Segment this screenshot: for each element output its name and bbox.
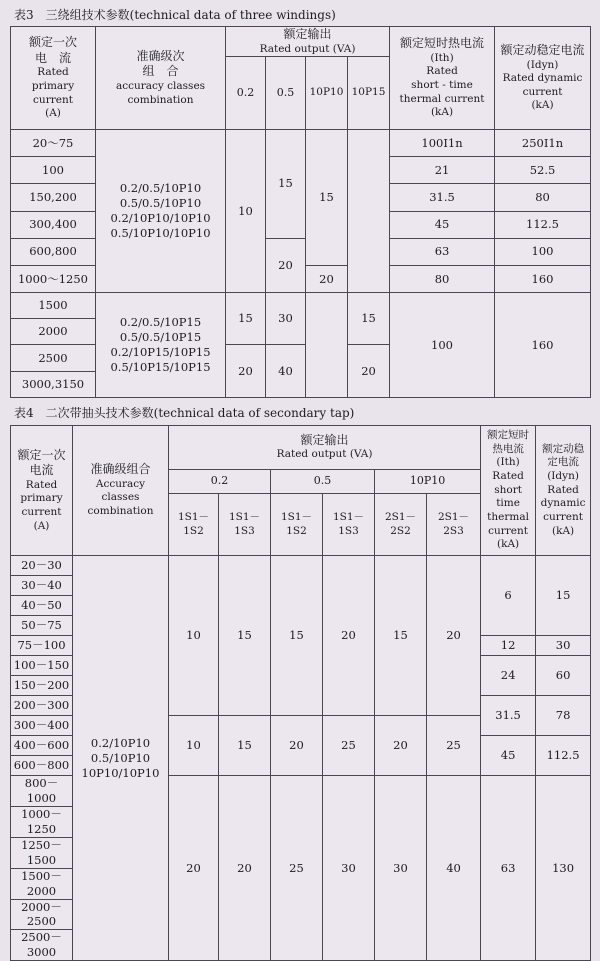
idyn-cell: 112.5 [536,736,591,776]
current-cell: 200－300 [11,696,73,716]
output-cell: 25 [323,716,375,776]
ith-cell: 6 [481,556,536,636]
idyn-cell: 52.5 [495,157,591,184]
idyn-cell: 60 [536,656,591,696]
output-cell: 15 [375,556,427,716]
idyn-cell: 160 [495,265,591,292]
header-group-10p10: 10P10 [375,470,481,494]
current-cell: 1000～1250 [11,265,96,292]
current-cell: 150－200 [11,676,73,696]
header-tap: 1S1－1S3 [323,494,375,556]
header-rated-primary-current: 额定一次 电 流 Rated primary current (A) [11,27,96,130]
current-cell: 600,800 [11,238,96,265]
current-cell: 1250－1500 [11,837,73,868]
header-rated-primary-current: 额定一次 电流 Rated primary current (A) [11,426,73,556]
idyn-cell: 100 [495,238,591,265]
accuracy-combination-cell: 0.2/0.5/10P15 0.5/0.5/10P15 0.2/10P15/10P15 0.5/10P15/10P15 [96,293,226,398]
current-cell: 2000－2500 [11,899,73,930]
ith-cell: 63 [390,238,495,265]
current-cell: 30－40 [11,576,73,596]
ith-cell: 100I1n [390,129,495,156]
current-cell: 50－75 [11,616,73,636]
ith-cell: 21 [390,157,495,184]
header-accuracy-classes: 准确级组合 Accuracy classes combination [73,426,169,556]
ith-cell: 100 [390,293,495,398]
current-cell: 40－50 [11,596,73,616]
output-cell: 20 [323,556,375,716]
current-cell: 1500 [11,293,96,319]
output-cell: 20 [375,716,427,776]
idyn-cell: 250I1n [495,129,591,156]
header-output-10p10: 10P10 [306,57,348,130]
output-cell: 20 [219,776,271,961]
ith-cell: 24 [481,656,536,696]
header-tap: 2S1－2S3 [427,494,481,556]
header-rated-output: 额定输出 Rated output (VA) [169,426,481,470]
current-cell: 600－800 [11,756,73,776]
header-rated-dynamic-current: 额定动稳定电流 (Idyn) Rated dynamic current (kA) [536,426,591,556]
current-cell: 300－400 [11,716,73,736]
header-output-0-2: 0.2 [226,57,266,130]
output-cell: 15 [219,556,271,716]
current-cell: 20～75 [11,129,96,156]
current-cell: 20－30 [11,556,73,576]
ith-cell: 80 [390,265,495,292]
header-output-10p15: 10P15 [348,57,390,130]
output-0-2-cell: 20 [226,345,266,398]
header-tap: 2S1－2S2 [375,494,427,556]
header-tap: 1S1－1S2 [169,494,219,556]
current-cell: 3000,3150 [11,371,96,397]
current-cell: 1500－2000 [11,868,73,899]
output-0-2-cell: 15 [226,293,266,345]
idyn-cell: 80 [495,184,591,211]
ith-cell: 45 [481,736,536,776]
idyn-cell: 15 [536,556,591,636]
current-cell: 1000－1250 [11,806,73,837]
ith-cell: 45 [390,211,495,238]
header-output-0-5: 0.5 [266,57,306,130]
header-group-0-5: 0.5 [271,470,375,494]
output-cell: 20 [169,776,219,961]
current-cell: 2000 [11,319,96,345]
current-cell: 800－1000 [11,776,73,807]
accuracy-combination-cell: 0.2/0.5/10P10 0.5/0.5/10P10 0.2/10P10/10P10 0.5/10P10/10P10 [96,129,226,292]
ith-cell: 31.5 [390,184,495,211]
table4-caption: 表4 二次带抽头技术参数(technical data of secondary tap) [14,406,355,420]
output-cell: 40 [427,776,481,961]
table3-caption: 表3 三绕组技术参数(technical data of three windings) [14,8,336,22]
ith-cell: 12 [481,636,536,656]
idyn-cell: 130 [536,776,591,961]
ith-cell: 31.5 [481,696,536,736]
output-cell: 10 [169,556,219,716]
output-0-5-cell: 15 [266,129,306,238]
current-cell: 100－150 [11,656,73,676]
header-accuracy-classes: 准确级次 组 合 accuracy classes combination [96,27,226,130]
output-10p10-cell [306,293,348,398]
output-10p15-cell [348,129,390,292]
idyn-cell: 78 [536,696,591,736]
current-cell: 300,400 [11,211,96,238]
current-cell: 100 [11,157,96,184]
output-10p15-cell: 20 [348,345,390,398]
header-rated-short-time-thermal-current: 额定短时热电流(Ith) Rated short time thermal current (kA) [481,426,536,556]
output-cell: 25 [271,776,323,961]
output-0-5-cell: 40 [266,345,306,398]
output-cell: 20 [427,556,481,716]
current-cell: 150,200 [11,184,96,211]
header-group-0-2: 0.2 [169,470,271,494]
current-cell: 2500 [11,345,96,371]
output-0-5-cell: 20 [266,238,306,292]
header-tap: 1S1－1S2 [271,494,323,556]
current-cell: 400－600 [11,736,73,756]
header-rated-dynamic-current: 额定动稳定电流 (Idyn) Rated dynamic current (kA) [495,27,591,130]
header-rated-short-time-thermal-current: 额定短时热电流 (Ith) Rated short - time thermal current (kA) [390,27,495,130]
output-10p15-cell: 15 [348,293,390,345]
current-cell: 2500－3000 [11,930,73,961]
output-cell: 10 [169,716,219,776]
output-cell: 15 [219,716,271,776]
output-cell: 30 [323,776,375,961]
output-10p10-cell: 20 [306,265,348,292]
output-0-5-cell: 30 [266,293,306,345]
secondary-tap-table [10,425,591,961]
header-rated-output: 额定输出 Rated output (VA) [226,27,390,57]
three-windings-table [10,26,591,398]
output-cell: 30 [375,776,427,961]
idyn-cell: 112.5 [495,211,591,238]
header-tap: 1S1－1S3 [219,494,271,556]
idyn-cell: 30 [536,636,591,656]
output-cell: 20 [271,716,323,776]
idyn-cell: 160 [495,293,591,398]
ith-cell: 63 [481,776,536,961]
output-cell: 15 [271,556,323,716]
output-cell: 25 [427,716,481,776]
accuracy-combination-cell: 0.2/10P10 0.5/10P10 10P10/10P10 [73,556,169,961]
output-10p10-cell: 15 [306,129,348,265]
current-cell: 75－100 [11,636,73,656]
output-0-2-cell: 10 [226,129,266,292]
